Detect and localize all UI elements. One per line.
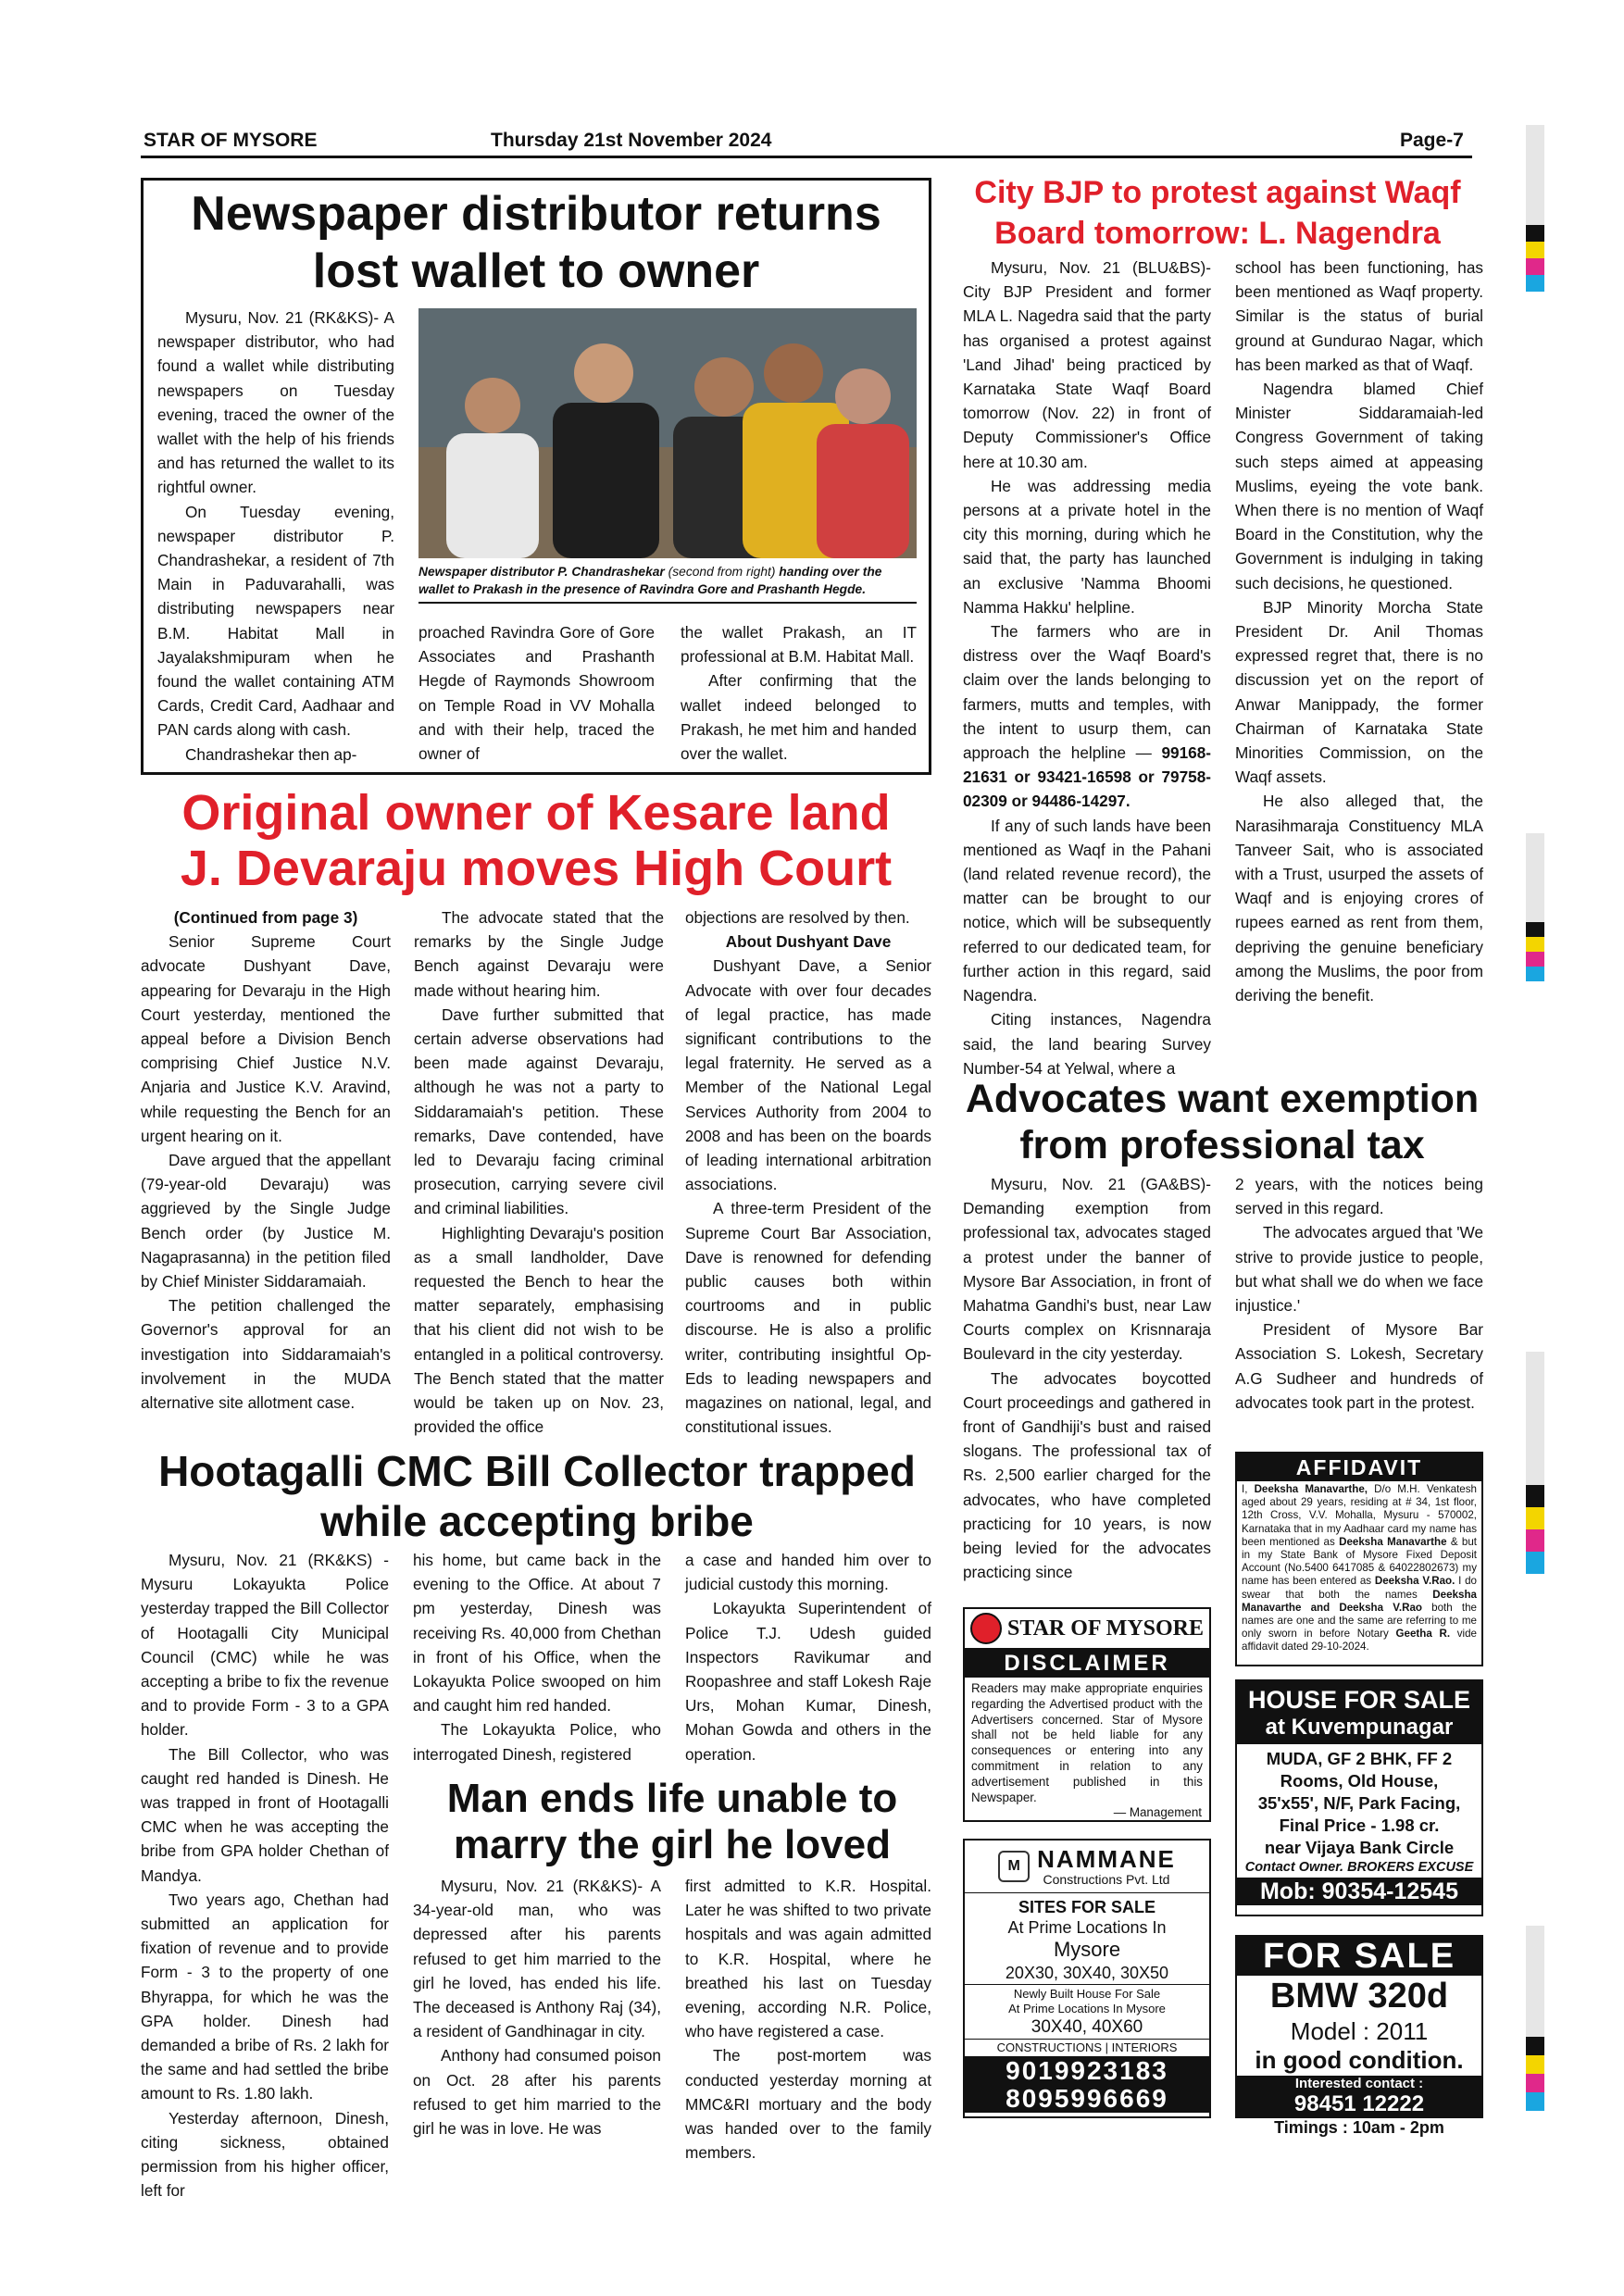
bjp-paragraph: Mysuru, Nov. 21 (BLU&BS)- City BJP President and former MLA L. Nagedra said that the party has organised a protest against 'Land Jihad' being practiced by Karnataka State Waqf Board tomorrow (Nov. 22) in front of Deputy Commissioner's Office here at 10.30 am. xyxy=(963,258,1211,471)
affidavit-name: Geetha R. xyxy=(1395,1628,1451,1641)
bribe-column-1 xyxy=(141,1548,389,2202)
wallet-column-3 xyxy=(681,620,917,766)
nammane-line: 30X40, 40X60 xyxy=(965,2016,1209,2040)
nammane-line: CONSTRUCTIONS | INTERIORS xyxy=(965,2040,1209,2057)
bjp-paragraph: He was addressing media persons at a private hotel in the city this morning, during which he said that, the party has launched an exclusive 'Namma Bhoomi Namma Hakku' helpline. xyxy=(963,476,1211,617)
wallet-column-1 xyxy=(157,306,394,767)
house-ad-contact: Contact Owner. BROKERS EXCUSE xyxy=(1244,1860,1474,1875)
nammane-line: 20X30, 30X40, 30X50 xyxy=(965,1962,1209,1985)
affidavit-name: Deeksha V.Rao. xyxy=(1374,1575,1455,1588)
caption-text: Newspaper distributor P. Chandrashekar xyxy=(418,565,665,579)
headline-tax-line1: Advocates want exemption xyxy=(965,1077,1480,1121)
kesare-subheading: About Dushyant Dave xyxy=(725,932,892,952)
headline-wallet-line1: Newspaper distributor returns xyxy=(191,187,881,241)
affidavit-text: vide affidavit dated 29-10-2024. xyxy=(1242,1628,1477,1653)
wallet-photo xyxy=(418,308,917,558)
masthead-page-number: Page-7 xyxy=(1400,130,1464,151)
kesare-column-1 xyxy=(141,905,391,1415)
bribe-paragraph: Mysuru, Nov. 21 (RK&KS) - Mysuru Lokayukta Police yesterday trapped the Bill Collector of Hootagalli City Municipal Council (CMC) while he was accepting a bribe to fix the revenue and to provide Form - 3 to a GPA holder. xyxy=(141,1551,389,1740)
wallet-photo-caption xyxy=(418,563,917,604)
bribe-paragraph: Two years ago, Chethan had submitted an application for fixation of revenue and to provide Form - 3 to the property of one Bhyrappa, for which he was the GPA holder. Dinesh had demanded a bribe of Rs. 2 lakh for the same and had settled the bribe amount to Rs. 1.80 lakh. xyxy=(141,1890,389,2103)
bribe-paragraph: Lokayukta Superintendent of Police T.J. Udesh guided Inspectors Ravikumar and Roopashree and staff Lokesh Raje Urs, Mohan Kumar, Dinesh, Mohan Gowda and others in the operation. xyxy=(685,1599,931,1764)
bribe-paragraph: The Lokayukta Police, who interrogated Dinesh, registered xyxy=(413,1720,661,1764)
affidavit-text: I, xyxy=(1242,1483,1248,1495)
house-ad-mobile: Mob: 90354-12545 xyxy=(1237,1878,1481,1905)
bribe-column-2 xyxy=(413,1548,661,1766)
star-emblem-icon xyxy=(970,1613,1002,1644)
house-ad-line: 35'x55', N/F, Park Facing, xyxy=(1257,1793,1461,1813)
house-ad-line: Final Price - 1.98 cr. xyxy=(1279,1816,1440,1835)
house-ad-header xyxy=(1237,1681,1481,1744)
kesare-paragraph: The petition challenged the Governor's approval for an investigation into Siddaramaiah's involvement in the MUDA alternative site allotment case. xyxy=(141,1296,391,1413)
headline-bribe-line1: Hootagalli CMC Bill Collector trapped xyxy=(158,1447,916,1495)
headline-bjp-line2: Board tomorrow: L. Nagendra xyxy=(994,216,1441,251)
nammane-line: Newly Built House For Sale xyxy=(1013,1987,1161,2001)
tax-paragraph: 2 years, with the notices being served in this regard. xyxy=(1235,1175,1483,1218)
bjp-text: The farmers who are in distress over the Waqf Board's claim over the lands belonging to farmers, mutts and temples, with the intent to usurp them, can approach the helpline — xyxy=(963,622,1211,763)
bmw-ad-timings: Timings : 10am - 2pm xyxy=(1274,2118,1444,2137)
continued-note: (Continued from page 3) xyxy=(173,908,358,927)
affidavit-name: Deeksha Manavarthe and Deeksha V.Rao xyxy=(1242,1588,1477,1614)
headline-kesare-line1: Original owner of Kesare land xyxy=(181,785,891,841)
bjp-paragraph: Citing instances, Nagendra said, the land bearing Survey Number-54 at Yelwal, where a xyxy=(963,1010,1211,1078)
wallet-paragraph: Mysuru, Nov. 21 (RK&KS)- A newspaper distributor, who had found a wallet while distributing newspapers on Tuesday evening, traced the owner of the wallet with the help of his friends and has returned the wallet to its rightful owner. xyxy=(157,308,394,497)
suicide-paragraph: Anthony had consumed poison on Oct. 28 after his parents refused to get him married to the girl he was in love. He was xyxy=(413,2046,661,2139)
affidavit-title: AFFIDAVIT xyxy=(1237,1454,1481,1481)
header-rule xyxy=(141,156,1472,158)
bjp-paragraph: Nagendra blamed Chief Minister Siddaramaiah-led Congress Government of taking such steps aimed at appeasing Muslims, eyeing the vote bank. When there is no mention of Waqf Board in the Constitution, why the Government is indulging in taking such decisions, he questioned. xyxy=(1235,380,1483,593)
tax-column-2 xyxy=(1235,1172,1483,1415)
headline-bribe-line2: while accepting bribe xyxy=(320,1497,754,1545)
house-ad-title: HOUSE FOR SALE xyxy=(1247,1686,1471,1714)
disclaimer-box xyxy=(963,1607,1211,1822)
nammane-line: At Prime Locations In xyxy=(1007,1918,1167,1937)
house-ad-subtitle: at Kuvempunagar xyxy=(1265,1715,1454,1740)
affidavit-text: I do swear that both the names xyxy=(1242,1575,1477,1601)
headline-wallet-line2: lost wallet to owner xyxy=(312,244,760,298)
tax-paragraph: Mysuru, Nov. 21 (GA&BS)- Demanding exemption from professional tax, advocates staged a protest under the banner of Mysore Bar Association, in front of Mahatma Gandhi's bust, near Law Courts complex on Krisnnaraja Boulevard in the city yesterday. xyxy=(963,1175,1211,1364)
caption-note: (second from right) xyxy=(668,565,776,579)
bjp-paragraph: If any of such lands have been mentioned as Waqf in the Pahani (land related revenue record), the matter can be brought to our notice, which will be subsequently referred to our dedicated team, for further action in this regard, said Nagendra. xyxy=(963,816,1211,1005)
house-ad-line: near Vijaya Bank Circle xyxy=(1264,1838,1455,1857)
nammane-line: Mysore xyxy=(1053,1938,1121,1961)
bribe-paragraph: a case and handed him over to judicial custody this morning. xyxy=(685,1551,931,1594)
headline-suicide-line1: Man ends life unable to xyxy=(446,1776,898,1821)
affidavit-text: D/o M.H. Venkatesh aged about 29 years, residing at # 34, 1st floor, 12th Cross, V.V. Mohalla, Mysuru - 570002, Karnataka that in my Aadhaar card my name has been mentioned as xyxy=(1242,1483,1477,1548)
disclaimer-body: Readers may make appropriate enquiries regarding the Advertised product with the Advertisers concerned. Star of Mysore shall not be held liable for any consequences or entering into any commitment in relation to any advertisement published in this Newspaper. xyxy=(971,1681,1203,1804)
kesare-paragraph: Dave argued that the appellant (79-year-old Devaraju) was aggrieved by the Single Judge Bench order (by Justice M. Nagaprasanna) in the petition filed by Chief Minister Siddaramaiah. xyxy=(141,1151,391,1292)
house-ad-line: Rooms, Old House, xyxy=(1280,1771,1439,1791)
tax-paragraph: The advocates boycotted Court proceedings and gathered in front of Gandhiji's bust and raised slogans. The professional tax of Rs. 2,500 earlier charged for the advocates, who have completed practicing for 10 years, is now being levied for the advocates practicing since xyxy=(963,1368,1211,1582)
registration-strip-top xyxy=(1526,125,1544,292)
bmw-ad-condition: in good condition. xyxy=(1255,2046,1464,2074)
wallet-paragraph: After confirming that the wallet indeed belonged to Prakash, he met him and handed over the wallet. xyxy=(681,671,917,764)
nammane-phone: 8095996669 xyxy=(965,2085,1209,2113)
kesare-paragraph: A three-term President of the Supreme Court Bar Association, Dave is renowned for defending public causes both within courtrooms and in public discourse. He is also a prolific writer, contributing insightful Op-Eds to leading newspapers and magazines on national, legal, and constitutional issues. xyxy=(685,1199,931,1437)
nammane-subtitle: Constructions Pvt. Ltd xyxy=(1043,1872,1170,1887)
affidavit-text: both the names are one and the same are referring to me only sworn in before Notary xyxy=(1242,1601,1477,1641)
wallet-paragraph: Chandrashekar then ap- xyxy=(185,744,357,764)
bmw-ad-contact-label: Interested contact : xyxy=(1294,2076,1424,2091)
suicide-column-2 xyxy=(685,1874,931,2165)
kesare-paragraph: Dushyant Dave, a Senior Advocate with over four decades of legal practice, has made significant contributions to the legal fraternity. He served as a Member of the National Legal Services Authority from 2004 to 2008 and has been on the boards of leading international arbitration associations. xyxy=(685,956,931,1194)
tax-column-1 xyxy=(963,1172,1211,1584)
headline-tax-line2: from professional tax xyxy=(1019,1123,1425,1167)
nammane-ad xyxy=(963,1839,1211,2118)
masthead-date: Thursday 21st November 2024 xyxy=(491,130,772,151)
house-ad-line: MUDA, GF 2 BHK, FF 2 xyxy=(1266,1749,1453,1768)
affidavit-text: & but in my State Bank of Mysore Fixed Deposit Account (No.5400 6417085 & 64022802673) my name has been entered as xyxy=(1242,1535,1477,1588)
headline-bjp-line1: City BJP to protest against Waqf xyxy=(974,175,1461,210)
nammane-phone: 9019923183 xyxy=(965,2057,1209,2085)
bmw-ad-year: Model : 2011 xyxy=(1290,2017,1429,2045)
nammane-line: SITES FOR SALE xyxy=(1018,1898,1156,1916)
wallet-paragraph: the wallet Prakash, an IT professional at B.M. Habitat Mall. xyxy=(681,623,917,667)
affidavit-body xyxy=(1237,1481,1481,1656)
kesare-paragraph: Dave further submitted that certain adverse observations had been made against Devaraju, although he was not a party to Siddaramaiah's petition. These remarks, Dave contended, have led to Devaraju facing criminal prosecution, carrying severe civil and criminal liabilities. xyxy=(414,1004,664,1218)
caption-text: handing over the wallet to Prakash in the presence of Ravindra Gore and Prashanth Hegde. xyxy=(418,565,882,596)
wallet-column-2 xyxy=(418,620,655,766)
nammane-logo-icon: M xyxy=(998,1851,1030,1882)
tax-paragraph: President of Mysore Bar Association S. Lokesh, Secretary A.G Sudheer and hundreds of advocates took part in the protest. xyxy=(1235,1320,1483,1412)
suicide-column-1 xyxy=(413,1874,661,2140)
photo-figures xyxy=(418,308,917,558)
kesare-column-2 xyxy=(414,905,664,1439)
kesare-column-3 xyxy=(685,905,931,1439)
disclaimer-sign: — Management xyxy=(1113,1805,1202,1820)
house-sale-ad xyxy=(1235,1679,1483,1916)
bjp-column-2 xyxy=(1235,256,1483,1007)
headline-kesare-line2: J. Devaraju moves High Court xyxy=(180,841,893,896)
affidavit-name: Deeksha Manavarthe xyxy=(1339,1535,1447,1548)
kesare-paragraph: objections are resolved by then. xyxy=(685,908,910,927)
bmw-ad-contact-box xyxy=(1237,2076,1481,2116)
suicide-paragraph: first admitted to K.R. Hospital. Later he was shifted to two private hospitals and was again admitted to K.R. Hospital, where he breathed his last on Tuesday evening, according N.R. Police, who have registered a case. xyxy=(685,1877,931,2041)
kesare-paragraph: The advocate stated that the remarks by the Single Judge Bench against Devaraju were made without hearing him. xyxy=(414,908,664,1000)
disclaimer-logo-text: STAR OF MYSORE xyxy=(1007,1616,1205,1641)
nammane-line: At Prime Locations In Mysore xyxy=(1008,2002,1166,2015)
wallet-paragraph: On Tuesday evening, newspaper distributor P. Chandrashekar, a resident of 7th Main in Paduvarahalli, was distributing newspapers near B.M. Habitat Mall in Jayalakshmipuram when he found the wallet containing ATM Cards, Credit Card, Aadhaar and PAN cards along with cash. xyxy=(157,502,394,740)
nammane-brand: NAMMANE xyxy=(1037,1845,1176,1873)
disclaimer-title: DISCLAIMER xyxy=(965,1650,1209,1678)
headline-suicide-line2: marry the girl he loved xyxy=(454,1822,891,1867)
disclaimer-logo xyxy=(965,1609,1209,1650)
nammane-header xyxy=(965,1841,1209,1893)
bribe-paragraph: his home, but came back in the evening to the Office. At about 7 pm yesterday, Dinesh was receiving Rs. 40,000 from Chethan in front of his Office, when the Lokayukta Police swooped on him and caught him red handed. xyxy=(413,1551,661,1716)
bjp-paragraph: He also alleged that, the Narasihmaraja Constituency MLA Tanveer Sait, who is associated with a Trust, usurped the assets of Waqf and is enjoying crores of rupees earned as rent from them, depriving the genuine beneficiary among the Muslims, the poor from deriving the benefit. xyxy=(1235,792,1483,1005)
registration-strip-bottom xyxy=(1526,1926,1544,2111)
affidavit-name: Deeksha Manavarthe, xyxy=(1254,1483,1368,1495)
bjp-paragraph xyxy=(963,619,1211,814)
kesare-paragraph: Senior Supreme Court advocate Dushyant Dave, appearing for Devaraju in the High Court yesterday, mentioned the appeal before a Division Bench comprising Chief Justice N.V. Anjaria and Justice K.V. Aravind, while requesting the Bench for an urgent hearing on it. xyxy=(141,932,391,1145)
bribe-paragraph: The Bill Collector, who was caught red handed is Dinesh. He was trapped in front of Hootagalli CMC when he was accepting the bribe from GPA holder Chethan of Mandya. xyxy=(141,1744,389,1885)
bjp-paragraph: school has been functioning, has been mentioned as Waqf property. Similar is the status of burial ground at Gundurao Nagar, which has been marked as that of Waqf. xyxy=(1235,258,1483,374)
bmw-ad-model: BMW 320d xyxy=(1269,1977,1449,2015)
bjp-column-1 xyxy=(963,256,1211,1080)
affidavit-box xyxy=(1235,1452,1483,1666)
bjp-paragraph: BJP Minority Morcha State President Dr. Anil Thomas expressed regret that, there is no discussion yet on the report of Anwar Manippady, the former Chairman of Karnataka State Minorities Commission, on the Waqf assets. xyxy=(1235,597,1483,787)
bmw-ad-title: FOR SALE xyxy=(1237,1937,1481,1976)
suicide-paragraph: Mysuru, Nov. 21 (RK&KS)- A 34-year-old man, who was depressed after his parents refused to get him married to the girl he loved, has ended his life. The deceased is Anthony Raj (34), a resident of Gandhinagar in city. xyxy=(413,1877,661,2041)
masthead-paper-name: STAR OF MYSORE xyxy=(144,130,318,151)
tax-paragraph: The advocates argued that 'We strive to provide justice to people, but what shall we do when we face injustice.' xyxy=(1235,1223,1484,1316)
bribe-paragraph: Yesterday afternoon, Dinesh, citing sickness, obtained permission from his higher officer, left for xyxy=(141,2108,389,2201)
bribe-column-3 xyxy=(685,1548,931,1766)
kesare-paragraph: Highlighting Devaraju's position as a small landholder, Dave requested the Bench to hear the matter separately, emphasising that his client did not wish to be entangled in a political controversy. The Bench stated that the matter would be taken up on Nov. 23, provided the office xyxy=(414,1223,664,1437)
helpline-numbers: 99168-21631 or 93421-16598 or 79758-02309 or 94486-14297. xyxy=(963,743,1212,811)
nammane-brand-block xyxy=(1037,1846,1176,1887)
wallet-paragraph: proached Ravindra Gore of Gore Associates and Prashanth Hegde of Raymonds Showroom on Temple Road in VV Mohalla and with their help, traced the owner of xyxy=(418,623,655,764)
bmw-ad-phone: 98451 12222 xyxy=(1293,2091,1425,2116)
suicide-paragraph: The post-mortem was conducted yesterday morning at MMC&RI mortuary and the body was handed over to the family members. xyxy=(685,2046,931,2163)
registration-strip-mid xyxy=(1526,833,1544,981)
registration-strip-mid2 xyxy=(1526,1352,1544,1574)
bmw-sale-ad xyxy=(1235,1935,1483,2137)
